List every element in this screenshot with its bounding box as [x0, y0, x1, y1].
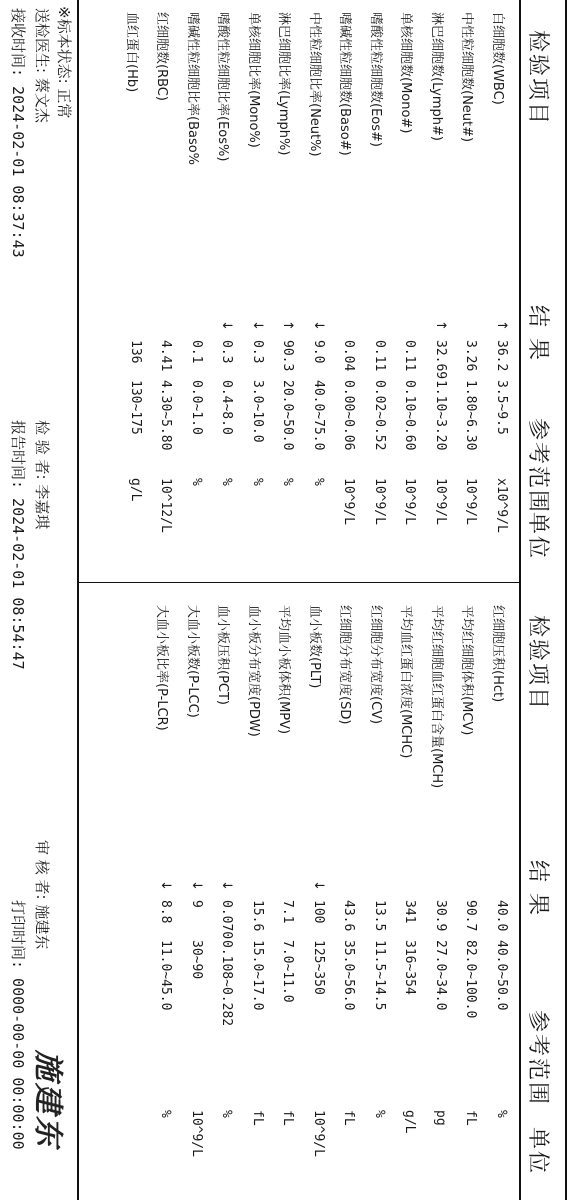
test-result: 9 [189, 900, 204, 908]
test-result: 90.7 [463, 900, 479, 932]
tester: 检 验 者: 李嘉琪 [33, 420, 51, 530]
reference-range: 40.0~75.0 [311, 380, 326, 451]
test-item-name: 平均红细胞血红蛋白含量(MCH) [429, 605, 444, 789]
test-item-name: 平均血小板体积(MPV) [276, 605, 292, 735]
reference-range: 125~350 [311, 940, 326, 995]
footer-rule [77, 0, 79, 1200]
reference-range: 11.0~45.0 [158, 940, 174, 1011]
reference-range: 1.80~6.30 [463, 380, 479, 451]
abnormal-flag: ↓ [219, 880, 235, 891]
test-result: 8.8 [158, 900, 174, 924]
unit: % [311, 478, 326, 486]
column-divider [79, 582, 519, 583]
unit: 10^9/L [463, 478, 479, 525]
header-item-right: 检验项目 [525, 615, 550, 712]
reference-range: 316~354 [402, 940, 418, 995]
test-result: 9.0 [311, 340, 326, 364]
test-result: 136 [128, 340, 143, 364]
unit: fL [280, 1110, 296, 1126]
reference-range: 0.4~8.0 [219, 380, 235, 435]
reference-range: 82.0~100.0 [463, 940, 479, 1019]
test-result: 0.3 [219, 340, 235, 364]
test-item-name: 血小板压积(PCT) [215, 605, 231, 706]
reference-range: 130~175 [128, 380, 143, 435]
header-unit-left: 单位 [525, 512, 550, 561]
test-item-name: 红细胞分布宽度(CV) [368, 605, 383, 725]
test-item-name: 中性粒细胞数(Neut#) [459, 12, 475, 143]
test-result: 3.26 [463, 340, 479, 372]
test-item-name: 淋巴细胞数(Lymph#) [429, 12, 444, 141]
unit: % [219, 1110, 235, 1118]
sender-doctor: 送检医生: 蔡文杰 [33, 8, 51, 123]
abnormal-flag: ↓ [158, 880, 174, 891]
test-item-name: 平均血红蛋白浓度(MCHC) [398, 605, 414, 759]
test-result: 0.3 [250, 340, 265, 364]
unit: % [219, 478, 235, 486]
test-result: 0.04 [341, 340, 357, 372]
test-item-name: 嗜酸性粒细胞比率(Eos%) [215, 12, 231, 162]
received-time: 接收时间: 2024-02-01 08:37:43 [9, 8, 27, 258]
unit: fL [250, 1110, 265, 1126]
unit: 10^9/L [402, 478, 418, 525]
reference-range: 3.0~10.0 [250, 380, 265, 443]
reference-range: 11.5~14.5 [372, 940, 387, 1011]
test-result: 0.1 [189, 340, 204, 364]
reference-range: 0.10~0.60 [402, 380, 418, 451]
test-result: 32.69 [433, 340, 448, 380]
handwritten-signature: 施建东 [30, 1050, 65, 1149]
top-rule [565, 0, 567, 1200]
unit: 10^9/L [433, 478, 448, 525]
test-item-name: 嗜碱性粒细胞数(Baso#) [337, 12, 353, 156]
test-item-name: 红细胞数(RBC) [154, 12, 170, 101]
header-unit-right: 单位 [525, 1127, 550, 1176]
test-result: 43.6 [341, 900, 357, 932]
test-result: 0.070 [219, 900, 235, 940]
test-item-name: 红细胞分布宽度(SD) [337, 605, 353, 725]
abnormal-flag: ↑ [280, 320, 296, 331]
unit: % [189, 478, 204, 486]
reference-range: 27.0~34.0 [433, 940, 448, 1011]
reference-range: 1.10~3.20 [433, 380, 448, 451]
reference-range: 20.0~50.0 [280, 380, 296, 451]
test-item-name: 单核细胞比率(Mono%) [246, 12, 261, 148]
unit: % [158, 1110, 174, 1118]
abnormal-flag: ↑ [433, 320, 448, 331]
abnormal-flag: ↓ [311, 880, 326, 891]
abnormal-flag: ↓ [250, 320, 265, 331]
test-result: 36.2 [494, 340, 509, 372]
test-result: 0.11 [402, 340, 418, 372]
report-time: 报告时间: 2024-02-01 08:54:47 [9, 420, 27, 670]
test-item-name: 中性粒细胞比率(Neut%) [307, 12, 322, 157]
test-item-name: 大血小板比率(P-LCR) [154, 605, 170, 731]
test-result: 15.6 [250, 900, 265, 932]
abnormal-flag: ↓ [311, 320, 326, 331]
header-result-left: 结 果 [525, 305, 550, 362]
header-rule [519, 0, 521, 1200]
reference-range: 0.0~1.0 [189, 380, 204, 435]
unit: % [372, 1110, 387, 1118]
specimen-status: ※标本状态: 正常 [55, 6, 73, 119]
test-result: 90.3 [280, 340, 296, 372]
unit: x10^9/L [494, 478, 509, 533]
unit: pg [433, 1110, 448, 1126]
test-item-name: 平均红细胞体积(MCV) [459, 605, 475, 736]
unit: g/L [402, 1110, 418, 1134]
test-result: 100 [311, 900, 326, 924]
unit: 10^9/L [189, 1110, 204, 1157]
abnormal-flag: ↑ [494, 320, 509, 331]
unit: 10^9/L [372, 478, 387, 525]
header-range-left: 参考范围 [525, 418, 550, 515]
test-item-name: 嗜碱性粒细胞比率(Baso% [185, 12, 200, 166]
test-item-name: 嗜酸性粒细胞数(Eos#) [368, 12, 383, 147]
header-result-right: 结 果 [525, 860, 550, 917]
unit: % [250, 478, 265, 486]
unit: fL [463, 1110, 479, 1126]
reference-range: 0.02~0.52 [372, 380, 387, 451]
reference-range: 0.00~0.06 [341, 380, 357, 451]
test-item-name: 血小板分布宽度(PDW) [246, 605, 261, 737]
test-result: 341 [402, 900, 418, 924]
reference-range: 15.0~17.0 [250, 940, 265, 1011]
header-range-right: 参考范围 [525, 1010, 550, 1107]
test-item-name: 血小板数(PLT) [307, 605, 322, 689]
test-item-name: 血红蛋白(Hb) [124, 12, 139, 93]
test-result: 40.0 [494, 900, 509, 932]
reference-range: 40.0~50.0 [494, 940, 509, 1011]
abnormal-flag: ↓ [189, 880, 204, 891]
abnormal-flag: ↓ [219, 320, 235, 331]
reference-range: 0.108~0.282 [219, 940, 235, 1027]
unit: % [280, 478, 296, 486]
reference-range: 30~90 [189, 940, 204, 980]
test-result: 0.11 [372, 340, 387, 372]
test-item-name: 红细胞压积(Hct) [490, 605, 505, 703]
test-result: 7.1 [280, 900, 296, 924]
unit: 10^9/L [341, 478, 357, 525]
unit: 10^12/L [158, 478, 174, 533]
reference-range: 3.5~9.5 [494, 380, 509, 435]
test-item-name: 大血小板数(P-LCC) [185, 605, 200, 718]
print-time: 打印时间: 0000-00-00 00:00:00 [9, 900, 27, 1150]
test-result: 30.9 [433, 900, 448, 932]
reviewer: 审 核 者: 施建东 [33, 840, 51, 950]
header-item-left: 检验项目 [525, 30, 550, 127]
reference-range: 4.30~5.80 [158, 380, 174, 451]
test-result: 4.41 [158, 340, 174, 372]
unit: fL [341, 1110, 357, 1126]
reference-range: 35.0~56.0 [341, 940, 357, 1011]
test-item-name: 淋巴细胞比率(Lymph%) [276, 12, 292, 156]
unit: 10^9/L [311, 1110, 326, 1157]
test-result: 13.5 [372, 900, 387, 932]
reference-range: 7.0~11.0 [280, 940, 296, 1003]
unit: g/L [128, 478, 143, 502]
test-item-name: 单核细胞数(Mono#) [398, 12, 414, 134]
test-item-name: 白细胞数(WBC) [490, 12, 505, 105]
unit: % [494, 1110, 509, 1118]
